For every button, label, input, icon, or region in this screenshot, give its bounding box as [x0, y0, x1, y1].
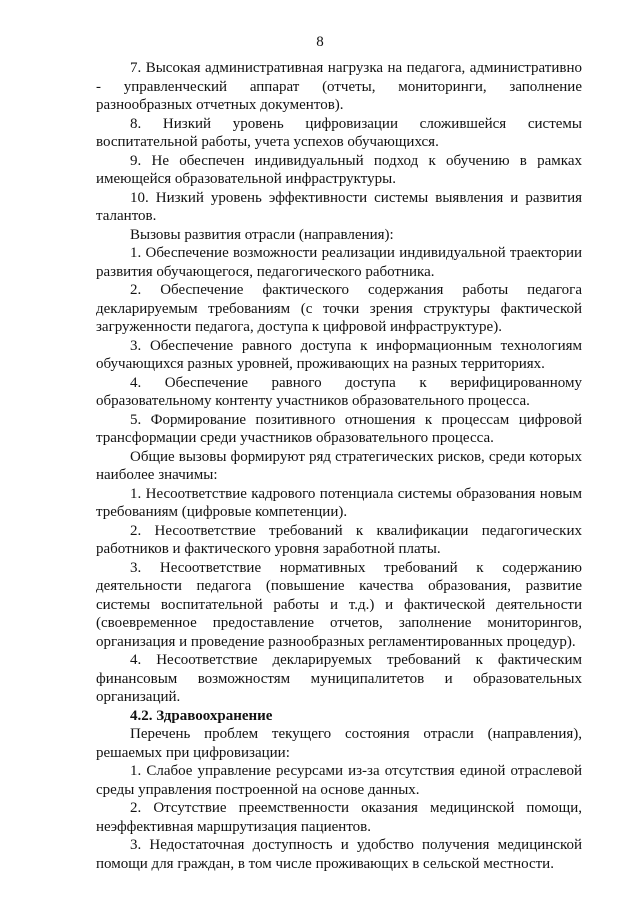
challenges-intro: Вызовы развития отрасли (направления):: [130, 226, 394, 243]
section-heading-healthcare: 4.2. Здравоохранение: [130, 707, 273, 724]
risk-item-4: 4. Несоответствие декларируемых требований к фактическим финансовым возможностям муниципалитетов и образовательных организаций.: [96, 652, 582, 705]
challenge-item-5: 5. Формирование позитивного отношения к процессам цифровой трансформации среди участников образовательного процесса.: [96, 411, 582, 446]
risk-item-1: 1. Несоответствие кадрового потенциала системы образования новым требованиям (цифровые компетенции).: [96, 485, 582, 520]
challenge-item-4: 4. Обеспечение равного доступа к верифицированному образовательному контенту участников образовательного процесса.: [96, 374, 582, 409]
healthcare-problem-3: 3. Недостаточная доступность и удобство получения медицинской помощи для граждан, в том числе проживающих в сельской местности.: [96, 837, 582, 872]
challenge-item-1: 1. Обеспечение возможности реализации индивидуальной траектории развития обучающегося, педагогического работника.: [96, 245, 582, 280]
healthcare-problem-2: 2. Отсутствие преемственности оказания медицинской помощи, неэффективная маршрутизация пациентов.: [96, 800, 582, 835]
document-body: [96, 59, 582, 873]
problem-item-9: 9. Не обеспечен индивидуальный подход к обучению в рамках имеющейся образовательной инфраструктуры.: [96, 152, 582, 187]
problem-item-8: 8. Низкий уровень цифровизации сложившейся системы воспитательной работы, учета успехов обучающихся.: [96, 115, 582, 150]
challenge-item-3: 3. Обеспечение равного доступа к информационным технологиям обучающихся разных уровней, проживающих на разных территориях.: [96, 337, 582, 372]
problem-item-10: 10. Низкий уровень эффективности системы выявления и развития талантов.: [96, 189, 582, 224]
risk-item-2: 2. Несоответствие требований к квалификации педагогических работников и фактического уровня заработной платы.: [96, 522, 582, 557]
risk-item-3: 3. Несоответствие нормативных требований к содержанию деятельности педагога (повышение качества образования, развитие системы воспитательной работы и т.д.) и фактической деятельности (своевременное предоставление отчетов, заполнение мониторингов, организация и проведение разнообразных регламентированных процедур).: [96, 559, 582, 650]
problem-item-7: 7. Высокая административная нагрузка на педагога, административно - управленческий аппарат (отчеты, мониторинги, заполнение разнообразных отчетных документов).: [96, 60, 582, 113]
page-number: 8: [316, 34, 324, 50]
risks-intro: Общие вызовы формируют ряд стратегических рисков, среди которых наиболее значимы:: [96, 448, 582, 483]
healthcare-problem-1: 1. Слабое управление ресурсами из-за отсутствия единой отраслевой среды управления построенной на основе данных.: [96, 763, 582, 798]
healthcare-problems-intro: Перечень проблем текущего состояния отрасли (направления), решаемых при цифровизации:: [96, 726, 582, 761]
challenge-item-2: 2. Обеспечение фактического содержания работы педагога декларируемым требованиям (с точки зрения структуры фактической загруженности педагога, доступа к цифровой инфраструктуре).: [96, 282, 582, 335]
